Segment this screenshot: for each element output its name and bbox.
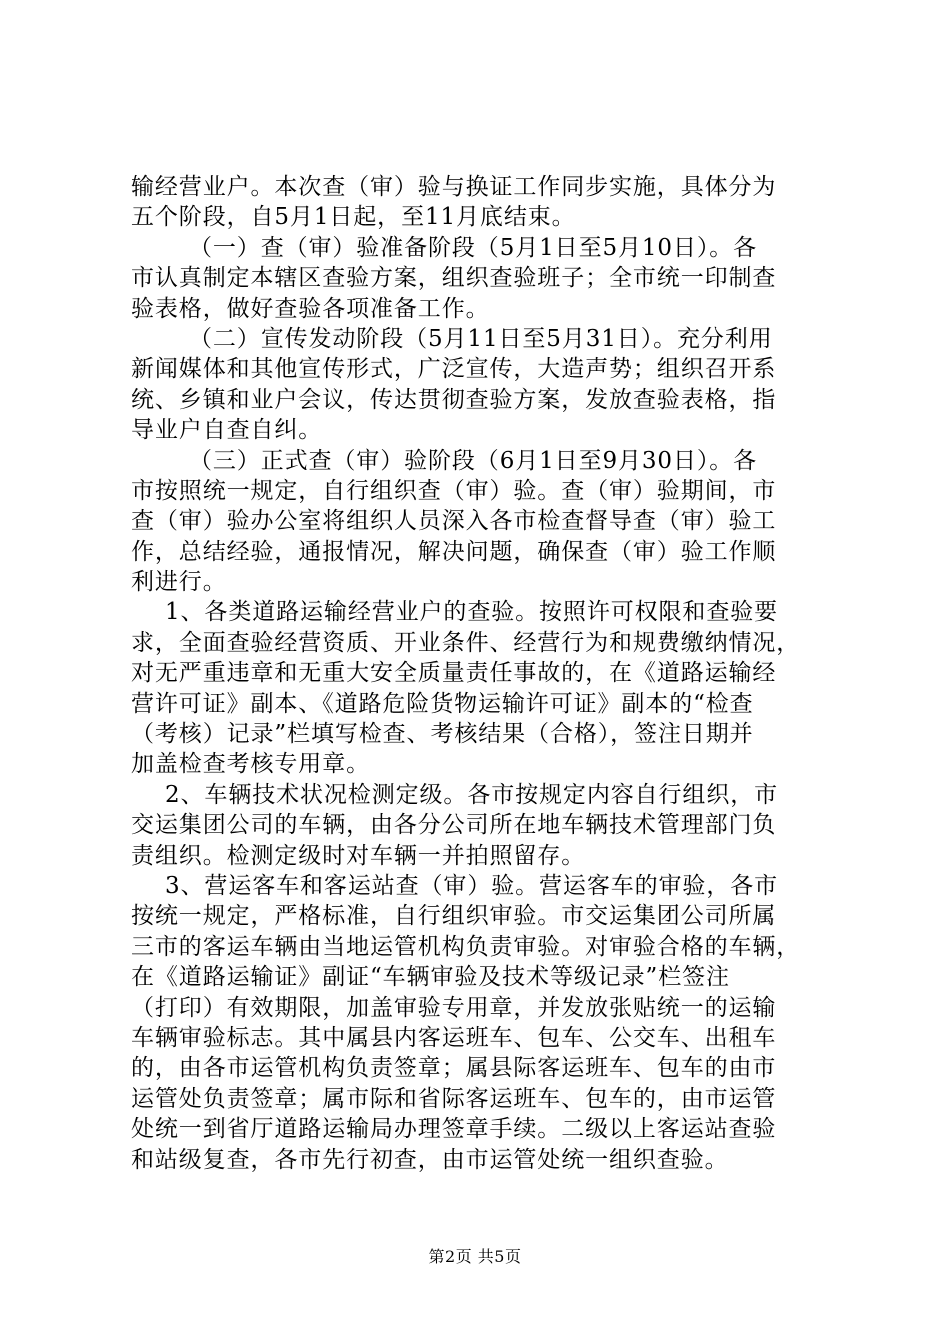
text-line: 交运集团公司的车辆，由各分公司所在地车辆技术管理部门负	[131, 812, 777, 839]
text-line: （考核）记录”栏填写检查、考核结果（合格），签注日期并	[131, 721, 754, 748]
text-line: 在《道路运输证》副证“车辆审验及技术等级记录”栏签注	[131, 964, 730, 991]
text-line: 按统一规定，严格标准，自行组织审验。市交运集团公司所属	[131, 903, 777, 930]
text-line: 利进行。	[131, 569, 227, 596]
text-line: 车辆审验标志。其中属县内客运班车、包车、公交车、出租车	[131, 1024, 777, 1051]
text-line: 对无严重违章和无重大安全质量责任事故的，在《道路运输经	[131, 660, 777, 687]
page-footer: 第2页 共5页	[428, 1247, 522, 1266]
text-line: 1、各类道路运输经营业户的查验。按照许可权限和查验要	[165, 599, 779, 626]
text-line: （二）宣传发动阶段（5月11日至5月31日）。充分利用	[189, 325, 773, 352]
text-line: 加盖检查考核专用章。	[131, 751, 370, 778]
text-line: 市认真制定本辖区查验方案，组织查验班子；全市统一印制查	[131, 265, 777, 292]
text-line: 的，由各市运管机构负责签章；属县际客运班车、包车的由市	[131, 1055, 777, 1082]
document-body	[131, 172, 831, 1175]
text-line: （一）查（审）验准备阶段（5月1日至5月10日）。各	[189, 234, 758, 261]
text-line: 三市的客运车辆由当地运管机构负责审验。对审验合格的车辆，	[131, 933, 801, 960]
text-line: 和站级复查，各市先行初查，由市运管处统一组织查验。	[131, 1146, 729, 1173]
text-line: （三）正式查（审）验阶段（6月1日至9月30日）。各	[189, 447, 758, 474]
text-line: 五个阶段，自5月1日起，至11月底结束。	[131, 204, 576, 231]
text-line: 运管处负责签章；属市际和省际客运班车、包车的，由市运管	[131, 1085, 777, 1112]
text-line: 新闻媒体和其他宣传形式，广泛宣传，大造声势；组织召开系	[131, 356, 777, 383]
text-line: 责组织。检测定级时对车辆一并拍照留存。	[131, 842, 586, 869]
text-line: 统、乡镇和业户会议，传达贯彻查验方案，发放查验表格，指	[131, 386, 777, 413]
text-line: 作，总结经验，通报情况，解决问题，确保查（审）验工作顺	[131, 538, 777, 565]
text-line: 市按照统一规定，自行组织查（审）验。查（审）验期间，市	[131, 477, 777, 504]
text-line: 验表格，做好查验各项准备工作。	[131, 295, 490, 322]
text-line: 3、营运客车和客运站查（审）验。营运客车的审验，各市	[165, 872, 779, 899]
text-line: 营许可证》副本、《道路危险货物运输许可证》副本的“检查	[131, 690, 754, 717]
text-line: （打印）有效期限，加盖审验专用章，并发放张贴统一的运输	[131, 994, 777, 1021]
text-line: 处统一到省厅道路运输局办理签章手续。二级以上客运站查验	[131, 1116, 777, 1143]
text-line: 输经营业户。本次查（审）验与换证工作同步实施，具体分为	[131, 174, 777, 200]
text-line: 查（审）验办公室将组织人员深入各市检查督导查（审）验工	[131, 508, 777, 535]
text-line: 2、车辆技术状况检测定级。各市按规定内容自行组织，市	[165, 781, 779, 808]
text-line: 求，全面查验经营资质、开业条件、经营行为和规费缴纳情况，	[131, 629, 801, 656]
text-line: 导业户自查自纠。	[131, 417, 323, 444]
